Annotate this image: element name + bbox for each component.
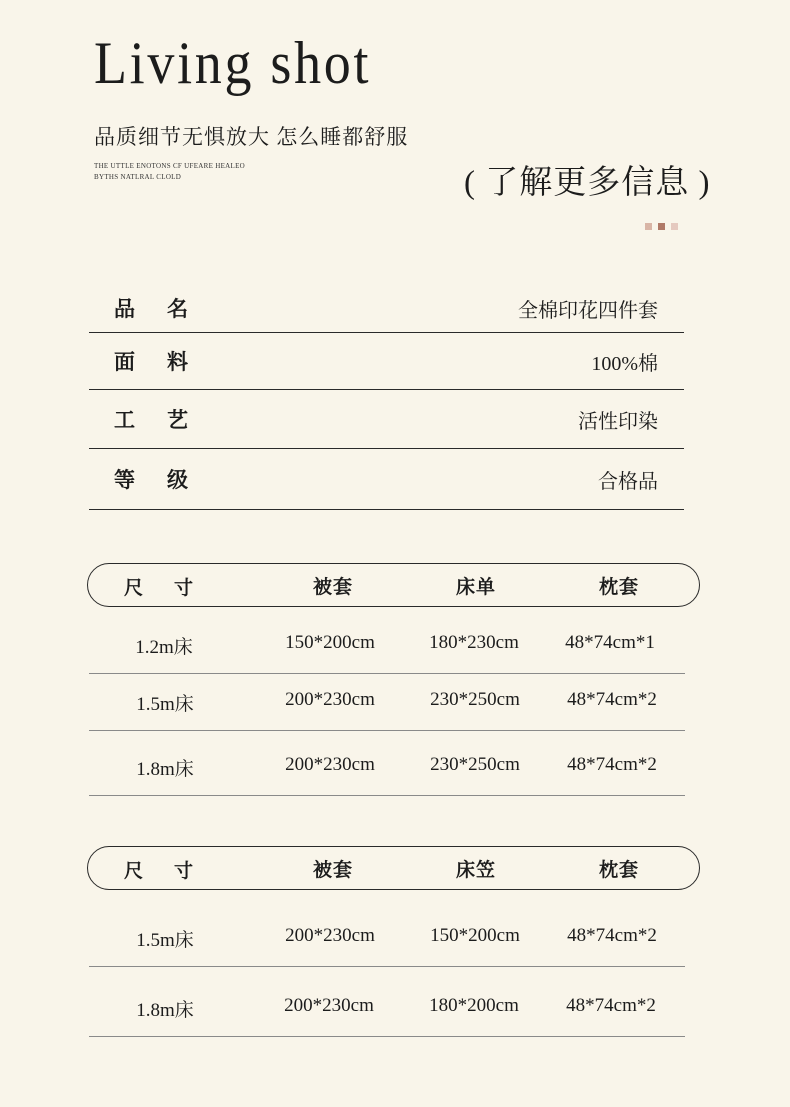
decorative-dots <box>645 223 678 230</box>
sheet-cell: 230*250cm <box>430 689 520 710</box>
spec-value: 100%棉 <box>591 352 658 375</box>
spec-label: 等 级 <box>114 468 190 492</box>
size-cell: 1.8m床 <box>136 759 194 780</box>
size-cell: 1.5m床 <box>136 930 194 951</box>
spec-row-process <box>89 390 684 449</box>
spec-row-name <box>89 284 684 333</box>
pillowcase-cell: 48*74cm*2 <box>567 689 657 710</box>
table-row <box>89 908 685 967</box>
duvet-cover-cell: 200*230cm <box>285 754 375 775</box>
sheet-cell: 230*250cm <box>430 754 520 775</box>
duvet-cover-cell: 200*230cm <box>285 689 375 710</box>
english-caption-line-1: THE UTTLE ENOTONS CF UFEARE HEALEO <box>94 162 246 170</box>
size-cell: 1.2m床 <box>135 637 193 658</box>
duvet-cover-cell: 150*200cm <box>285 632 375 653</box>
header-pillowcase: 枕套 <box>598 577 640 598</box>
header-sheet: 床单 <box>455 577 497 598</box>
spec-row-fabric <box>89 333 684 390</box>
size-cell: 1.5m床 <box>136 694 194 715</box>
pillowcase-cell: 48*74cm*1 <box>565 632 655 653</box>
pillowcase-cell: 48*74cm*2 <box>566 995 656 1016</box>
header-size: 尺 寸 <box>123 578 195 599</box>
spec-label: 品 名 <box>114 297 190 321</box>
table-row <box>89 966 685 1037</box>
header-duvet-cover: 被套 <box>312 860 354 881</box>
english-caption-line-2: BYTHS NATLRAL CLOLD <box>94 173 182 181</box>
spec-value: 合格品 <box>598 470 658 493</box>
spec-row-grade <box>89 449 684 510</box>
size-table-1-header <box>87 563 700 607</box>
header-duvet-cover: 被套 <box>312 577 354 598</box>
size-cell: 1.8m床 <box>136 1000 194 1021</box>
header-fitted-sheet: 床笠 <box>455 860 497 881</box>
spec-label: 工 艺 <box>114 408 190 432</box>
header-pillowcase: 枕套 <box>598 860 640 881</box>
table-row <box>89 617 685 674</box>
dot-icon <box>658 223 665 230</box>
duvet-cover-cell: 200*230cm <box>284 995 374 1016</box>
spec-value: 全棉印花四件套 <box>518 299 658 322</box>
duvet-cover-cell: 200*230cm <box>285 925 375 946</box>
table-row <box>89 673 685 731</box>
spec-value: 活性印染 <box>578 410 658 433</box>
spec-label: 面 料 <box>114 350 190 374</box>
page-title: Living shot <box>94 30 372 96</box>
more-info-link[interactable]: ( 了解更多信息 ) <box>464 165 711 201</box>
pillowcase-cell: 48*74cm*2 <box>567 925 657 946</box>
pillowcase-cell: 48*74cm*2 <box>567 754 657 775</box>
sheet-cell: 180*230cm <box>429 632 519 653</box>
fitted-sheet-cell: 150*200cm <box>430 925 520 946</box>
dot-icon <box>645 223 652 230</box>
page-subtitle: 品质细节无惧放大 怎么睡都舒服 <box>94 125 409 149</box>
header-size: 尺 寸 <box>123 861 195 882</box>
table-row <box>89 730 685 796</box>
size-table-2-header <box>87 846 700 890</box>
dot-icon <box>671 223 678 230</box>
fitted-sheet-cell: 180*200cm <box>429 995 519 1016</box>
